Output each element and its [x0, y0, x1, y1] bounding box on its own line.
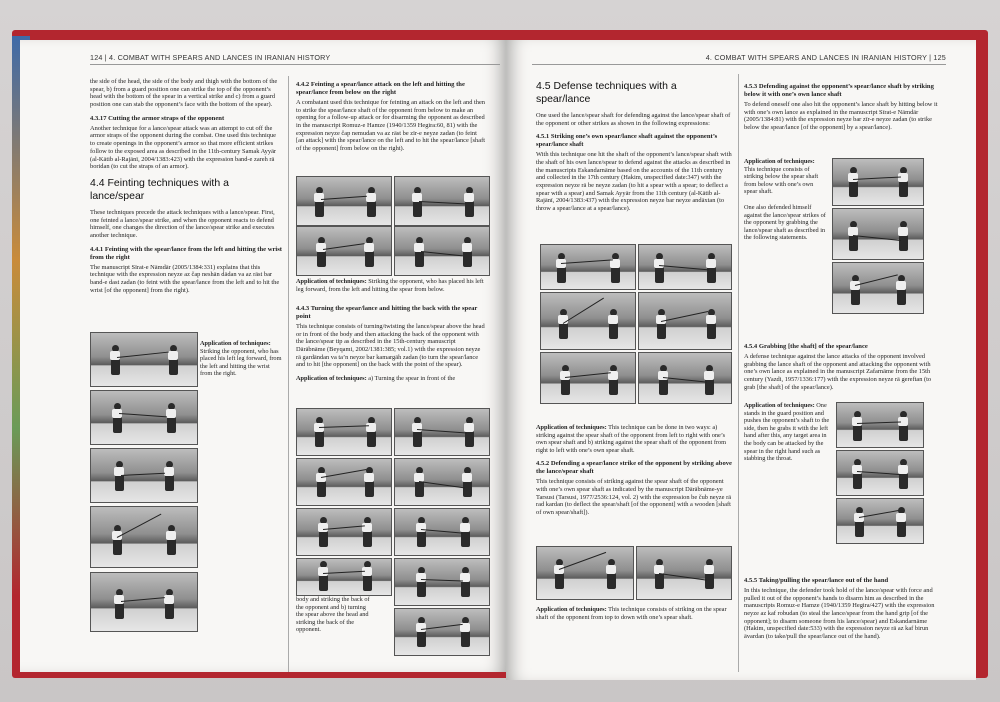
paragraph: One used the lance/spear shaft for defending against the lance/spear shaft of the opponent or other strikes as shown in the following expressions:	[536, 112, 731, 127]
technique-photo	[540, 352, 636, 404]
technique-photo	[636, 546, 732, 600]
technique-photo	[90, 506, 198, 568]
technique-photo	[394, 176, 490, 226]
caption-text: Striking the opponent, who has placed his left leg forward, from the left and hitting the spear from below.	[296, 278, 484, 293]
technique-photo	[90, 448, 198, 503]
technique-photo	[832, 208, 924, 260]
paragraph: To defend oneself one also hit the opponent’s lance shaft by hitting below it with one’s own lance as explained in the manuscript Sīrat-e Nāmdār (2005/1384:81) with the expression neyze bar zīr-e neyze zadan (to strike below the spear/lance [of the opponent] by a spear/lance).	[744, 100, 938, 131]
caption-text: Striking the opponent, who has placed his left leg forward, from the left and hitting the wrist from the right.	[200, 347, 282, 378]
technique-photo	[296, 408, 392, 456]
technique-photo	[394, 458, 490, 506]
caption-4-5-2	[536, 606, 732, 621]
caption-text: body and striking the back of the opponent and b) turning the spear above the head and striking the back of the opponent.	[296, 596, 370, 634]
caption-4-5-4	[744, 402, 832, 463]
section-heading-4-5-1: 4.5.1 Striking one’s own spear/lance shaft against the opponent’s spear/lance shaft	[536, 133, 718, 149]
caption-4-4-2	[296, 278, 486, 293]
technique-photo	[832, 262, 924, 314]
caption-label: Application of techniques:	[536, 424, 607, 431]
left-column-2b	[296, 302, 486, 383]
column-divider	[288, 76, 289, 672]
section-heading-4-5-4: 4.5.4 Grabbing [the shaft] of the spear/lance	[744, 343, 868, 350]
caption-label: Application of techniques:	[296, 278, 367, 285]
technique-photo	[394, 608, 490, 656]
caption-text: This technique consists of striking below the spear shaft from below with one’s own spear shaft.	[744, 165, 819, 196]
right-column-1	[536, 76, 732, 219]
column-divider	[738, 74, 739, 672]
caption-label: Application of techniques:	[296, 375, 367, 383]
caption-text: This technique can be done in two ways: a) striking against the spear shaft of the opponent from left to right with one’s own spear shaft and b) striking against the spear shaft of the opponent from right to left with one’s own spear shaft.	[536, 424, 727, 454]
caption-label: Application of techniques:	[744, 158, 815, 165]
left-column-1	[90, 78, 282, 300]
paragraph: These techniques precede the attack techniques with a lance/spear. First, one feinted a lance/spear strike, and when the opponent reacts to defend himself, one changes the direction of the lance/spear strike and executes another technique.	[90, 208, 275, 240]
header-rule-left	[90, 64, 500, 65]
technique-photo	[394, 226, 490, 276]
caption-4-4-3	[296, 375, 486, 383]
paragraph: the side of the head, the side of the body and thigh with the bottom of the spear, b) from a guard position one can strike the top of the opponent’s head with the bottom of the spear in a vertical strike and c) from a guard position one can stab the opponent’s face with the bottom of the spear).	[90, 78, 278, 109]
left-column-2	[296, 78, 486, 159]
caption-4-4-3-continued	[296, 596, 372, 634]
technique-photo	[296, 458, 392, 506]
caption-label: Application of techniques:	[200, 340, 271, 347]
running-head-right: 4. COMBAT WITH SPEARS AND LANCES IN IRANIAN HISTORY | 125	[705, 53, 946, 62]
section-heading-4-5-3: 4.5.3 Defending against the opponent’s spear/lance shaft by striking below it with one’s own lance shaft	[744, 83, 934, 98]
right-page	[506, 40, 976, 680]
technique-photo	[540, 244, 636, 290]
caption-4-4-1	[200, 340, 282, 378]
header-rule-right	[532, 64, 946, 65]
section-heading-4-4-3: 4.4.3 Turning the spear/lance and hitting the back with the spear point	[296, 305, 478, 320]
section-heading-4-4-2: 4.4.2 Feinting a spear/lance attack on the left and hitting the spear/lance from below on the right	[296, 81, 465, 96]
caption-label: Application of techniques:	[744, 402, 815, 409]
section-heading-4-5-5: 4.5.5 Taking/pulling the spear/lance out of the hand	[744, 577, 889, 584]
right-column-1b	[536, 424, 732, 523]
technique-photo	[540, 292, 636, 350]
technique-photo	[836, 402, 924, 448]
paragraph: This technique consists of striking against the spear shaft of the opponent with one’s own spear shaft as indicated by the manuscript Dārābnāme-ye Tarsusi (Tarsusi, 1977/2536:124, vol. 2) with the expression be čub neyze rā rad kardan (to deflect the spear/shaft [of the opponent] with a wooden [shaft of own spear/shaft]).	[536, 478, 732, 516]
section-heading-4-5: 4.5 Defense techniques with a spear/lance	[536, 80, 677, 105]
caption-label: Application of techniques:	[536, 606, 607, 613]
technique-photo	[638, 352, 732, 404]
caption-text: One stands in the guard position and pushes the opponent’s shaft to the side, then he grabs it with the left hand after this, any target area in the body can be attacked by the spear in the right hand such as stabbing the throat.	[744, 402, 830, 463]
technique-photo	[638, 292, 732, 350]
technique-photo	[296, 508, 392, 556]
section-heading-4-3-17: 4.3.17 Cutting the armor straps of the opponent	[90, 114, 225, 122]
caption-text: One also defended himself against the lance/spear strikes of the opponent by grabbing the lance/spear shaft as described in the following statements.	[744, 203, 826, 242]
paragraph: A defense technique against the lance attacks of the opponent involved grabbing the lance shaft of the opponent and attacking the opponent with one’s own lance as explained in the manuscript Zafarnāme from the 15th century (Yazdi, 1957/1336:177) with the expression neyze rā gereftan (to grab [the shaft] of the spear/lance).	[744, 352, 932, 391]
caption-text: a) Turning the spear in front of the	[368, 375, 456, 383]
technique-photo	[536, 546, 634, 600]
technique-photo	[296, 176, 392, 226]
paragraph: The manuscript Sīrat-e Nāmdār (2005/1384:331) explains that this technique with the expression neyze az čap neshān dādan va az rāst bar band-e dast zadan (to feint with the spear/lance from the left and to hit the wrist [of the opponent] from the right).	[90, 263, 280, 294]
section-heading-4-4: 4.4 Feinting techniques with a lance/spear	[90, 176, 229, 202]
paragraph: A combatant used this technique for feinting an attack on the left and then to strike the spear/lance shaft of the opponent from below to make an opening for a follow-up attack or for disarming the opponent as described in the manuscript Romuz-e Hamze (1940/1359 Hegira:60, 81) with the expression neyze čap nemudan va az rāst be zīr-e neyze zadan (to feint [an attack] with the spear/lance on the left and to hit the spear/lance [shaft of the opponent] from below on the right).	[296, 98, 485, 153]
section-heading-4-4-1: 4.4.1 Feinting with the spear/lance from the left and hitting the wrist from the right	[90, 245, 282, 261]
technique-photo	[90, 390, 198, 445]
paragraph: Another technique for a lance/spear attack was an attempt to cut off the armor straps of the opponent during the combat. One used this technique to create openings in the opponent’s armor so that more efficient strikes follow to the exposed area as described in the 11th-century Samak Ayyār (al-Kātib al-Rajānī, 2004/1383:423) with the expression band-e zareh rā boridan (to cut the straps of an armor).	[90, 124, 277, 171]
technique-photo	[836, 498, 924, 544]
technique-photo	[90, 572, 198, 632]
technique-photo	[296, 558, 392, 596]
paragraph: With this technique one hit the shaft of the opponent’s lance/spear shaft with the shaft of his own lance/spear to defend against the attacks as described in the manuscripts Eskandarnāme based on the accounts of the 11th century and collected in the 17th century (Hakim, unspecified date:347) with the expression neyze rā be neyze zadan (to hit a spear with a spear; to deflect a spear with a spear) and Samak Ayyār from the 11th century (al-Kātib al-Rajānī, 2004/1383:437) with the expression neyze bar neyze andāxtan (to throw a spear/lance at a spear/lance).	[536, 151, 732, 213]
paragraph: In this technique, the defender took hold of the lance/spear with force and pulled it out of the opponent’s hands to disarm him as described in the manuscripts Romuz-e Hamze (1940/1359 Hegira/427) with the expression neyze az kaf robudan (to steal the lance/spear from the hand grip [of the opponent]; to disarm someone from his lance/spear) and Eskandarnāme (Hakim, unspecified date:533) with the expression neyze rā az kaf birun āvardan (to take/pull the spear/lance out of the hand).	[744, 586, 935, 641]
right-column-2b	[744, 340, 940, 397]
technique-photo	[394, 558, 490, 606]
running-head-left: 124 | 4. COMBAT WITH SPEARS AND LANCES IN IRANIAN HISTORY	[90, 53, 331, 62]
paragraph: This technique consists of turning/twisting the lance/spear above the head or in front of the body and then attacking the back of the opponent with the lance/spear tip as described in the 15th-century manuscript Dārābnāme (Beyqami, 2002/1381:385; vol.1) with the expression neyze rā gardāndan va ta’n neyze bar kamargāh zadan (to turn the spear/lance and to hit [the opponent] on the back with the point of the spear).	[296, 322, 485, 369]
technique-photo	[394, 508, 490, 556]
technique-photo	[836, 450, 924, 496]
caption-text: This technique consists of striking on the spear shaft of the opponent from top to down with one’s spear shaft.	[536, 606, 727, 621]
right-column-2	[744, 80, 940, 138]
technique-photo	[394, 408, 490, 456]
technique-photo	[296, 226, 392, 276]
caption-4-5-1	[536, 424, 732, 454]
technique-photo	[90, 332, 198, 387]
right-column-2c	[744, 574, 940, 647]
section-heading-4-5-2: 4.5.2 Defending a spear/lance strike of the opponent by striking above the lance/spear shaft	[536, 460, 732, 476]
technique-photo	[832, 158, 924, 206]
left-page	[20, 40, 506, 672]
caption-4-5-3	[744, 158, 826, 242]
technique-photo	[638, 244, 732, 290]
